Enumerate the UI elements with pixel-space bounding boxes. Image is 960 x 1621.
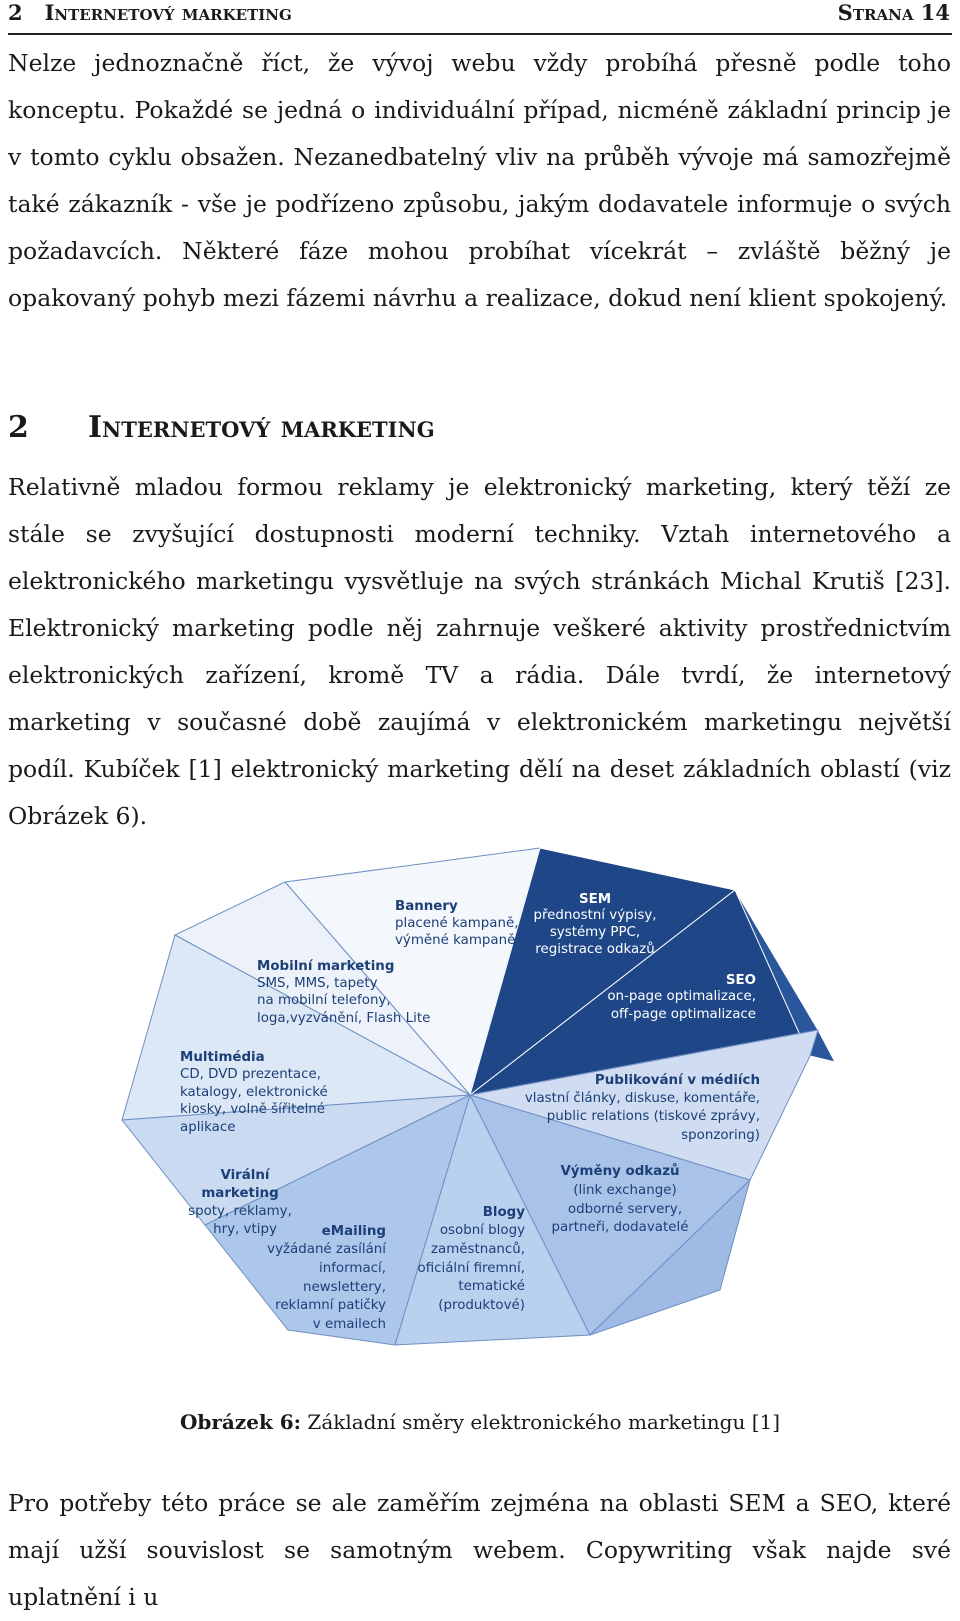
label-emailing-line2: informací, bbox=[319, 1261, 386, 1276]
label-viralni-title: Virální bbox=[220, 1168, 270, 1183]
caption-text: Základní směry elektronického marketingu [1] bbox=[301, 1410, 781, 1434]
label-mobilni-title: Mobilní marketing bbox=[257, 959, 395, 974]
label-bannery-line2: výměné kampaně bbox=[395, 933, 516, 948]
label-seo-line2: off-page optimalizace bbox=[610, 1007, 756, 1022]
label-publikovani-title: Publikování v médiích bbox=[594, 1073, 760, 1088]
label-blogy-line1: osobní blogy bbox=[439, 1223, 525, 1238]
label-emailing-line4: reklamní patičky bbox=[275, 1298, 386, 1313]
label-viralni-title2: marketing bbox=[201, 1186, 279, 1201]
section-heading-title: Internetový marketing bbox=[88, 410, 435, 445]
paragraph-intro: Nelze jednoznačně říct, že vývoj webu vždy probíhá přesně podle toho konceptu. Pokaždé se jedná o individuální případ, nicméně základní princip je v tomto cyklu obsažen. Nezanedbatelný vliv na průběh vývoje má samozřejmě také zákazník - vše je podřízeno způsobu, jakým dodavatele informuje o svých požadavcích. Některé fáze mohou probíhat vícekrát – zvláště běžný je opakovaný pohyb mezi fázemi návrhu a realizace, dokud není klient spokojený. bbox=[8, 49, 951, 312]
label-mobilni-line2: na mobilní telefony, bbox=[257, 993, 391, 1008]
label-multimedia-line2: katalogy, elektronické bbox=[180, 1085, 328, 1100]
header-section bbox=[8, 0, 292, 25]
label-viralni-line1: spoty, reklamy, bbox=[188, 1204, 292, 1219]
label-vymeny-line2: odborné servery, bbox=[567, 1202, 683, 1217]
label-vymeny-line1: (link exchange) bbox=[573, 1183, 677, 1198]
label-seo-line1: on-page optimalizace, bbox=[607, 989, 756, 1004]
figure-caption bbox=[0, 1410, 960, 1434]
label-emailing-line5: v emailech bbox=[312, 1317, 386, 1332]
label-multimedia-line4: aplikace bbox=[180, 1120, 236, 1135]
label-viralni-line2: hry, vtipy bbox=[213, 1222, 277, 1237]
label-publikovani-line1: vlastní články, diskuse, komentáře, bbox=[524, 1091, 760, 1106]
label-emailing-line1: vyžádané zasílání bbox=[267, 1242, 386, 1257]
label-blogy-line3: oficiální firemní, bbox=[417, 1261, 525, 1276]
label-seo-title: SEO bbox=[725, 973, 756, 988]
label-sem-line1: přednostní výpisy, bbox=[533, 908, 657, 923]
header-page-word: Strana bbox=[837, 0, 914, 25]
label-blogy-title: Blogy bbox=[482, 1205, 525, 1220]
label-multimedia-title: Multimédia bbox=[180, 1050, 265, 1065]
section-heading-number: 2 bbox=[8, 410, 29, 445]
label-vymeny-title: Výměny odkazů bbox=[560, 1164, 680, 1179]
label-blogy-line4: tematické bbox=[458, 1279, 525, 1294]
label-multimedia-line3: kiosky, volně šířitelné bbox=[180, 1102, 326, 1117]
label-bannery-line1: placené kampaně, bbox=[395, 916, 519, 931]
paragraph-marketing: Relativně mladou formou reklamy je elektronický marketing, který těží ze stále se zvyšující dostupnosti moderní techniky. Vztah internetového a elektronického marketingu vysvětluje na svých stránkách Michal Krutiš [23]. Elektronický marketing podle něj zahrnuje veškeré aktivity prostřednictvím elektronických zařízení, kromě TV a rádia. Dále tvrdí, že internetový marketing v současné době zaujímá v elektronickém marketingu největší podíl. Kubíček [1] elektronický marketing dělí na deset základních oblastí (viz Obrázek 6). bbox=[8, 473, 951, 830]
caption-label: Obrázek 6: bbox=[179, 1410, 302, 1434]
header-section-number: 2 bbox=[8, 0, 23, 25]
marketing-diagram-svg bbox=[120, 840, 840, 1360]
label-emailing-line3: newslettery, bbox=[302, 1280, 386, 1295]
label-blogy-line5: (produktové) bbox=[438, 1298, 525, 1313]
label-mobilni-line1: SMS, MMS, tapety bbox=[257, 976, 378, 991]
header-section-title: Internetový marketing bbox=[44, 0, 292, 25]
label-sem-line2: systémy PPC, bbox=[549, 925, 641, 940]
label-sem-line3: registrace odkazů bbox=[535, 942, 655, 957]
label-blogy-line2: zaměstnanců, bbox=[430, 1242, 525, 1257]
header-page-number: 14 bbox=[920, 0, 950, 25]
paragraph-sem-seo: Pro potřeby této práce se ale zaměřím zejména na oblasti SEM a SEO, které mají užší souvislost se samotným webem. Copywriting však najde své uplatnění i u bbox=[8, 1489, 951, 1611]
label-publikovani-line2: public relations (tiskové zprávy, bbox=[546, 1109, 760, 1124]
label-sem-title: SEM bbox=[578, 892, 612, 907]
marketing-diagram bbox=[120, 840, 840, 1360]
label-publikovani-line3: sponzoring) bbox=[681, 1128, 760, 1143]
section-heading bbox=[8, 406, 435, 450]
label-vymeny-line3: partneři, dodavatelé bbox=[551, 1220, 689, 1235]
label-mobilni-line3: loga,vyzvánění, Flash Lite bbox=[257, 1011, 431, 1026]
label-multimedia-line1: CD, DVD prezentace, bbox=[180, 1067, 321, 1082]
page-header bbox=[8, 0, 952, 35]
header-page bbox=[838, 0, 950, 25]
label-emailing-title: eMailing bbox=[321, 1224, 386, 1239]
label-bannery-title: Bannery bbox=[395, 899, 458, 914]
